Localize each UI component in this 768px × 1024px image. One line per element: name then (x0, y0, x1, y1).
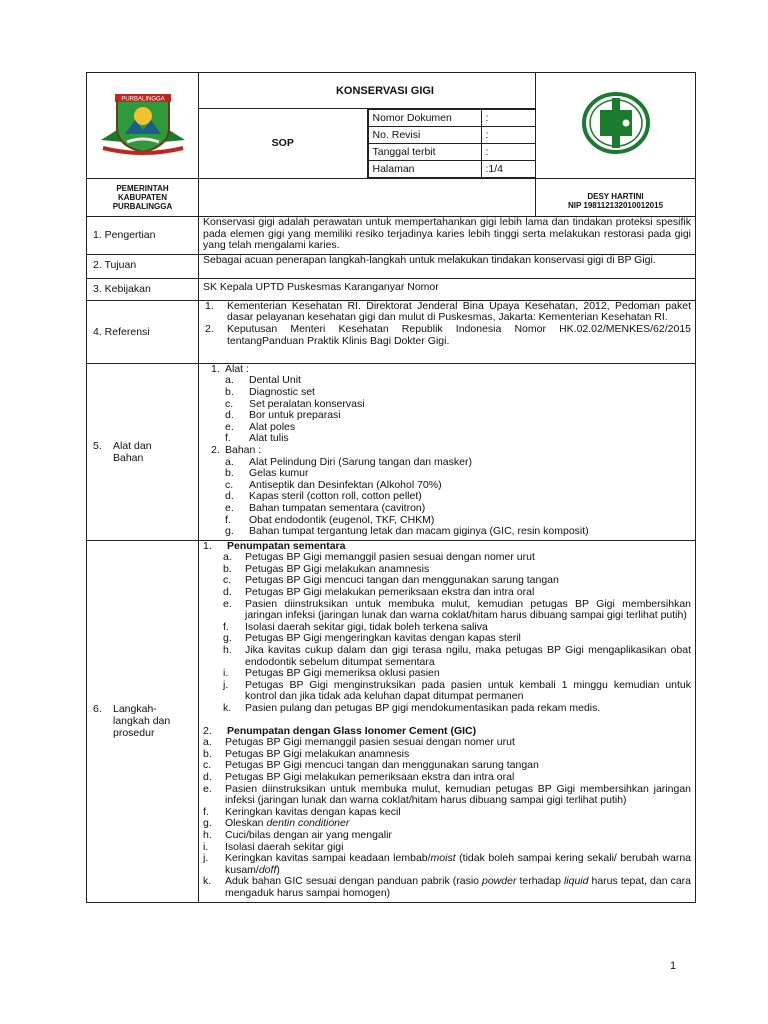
step-letter: k. (223, 702, 232, 714)
step-letter: d. (223, 586, 232, 599)
alat-bahan-title: Alat dan Bahan (113, 439, 152, 464)
item-number: 1. (205, 299, 214, 312)
step-text (245, 680, 691, 703)
meta-value: : (481, 109, 535, 126)
item-text: Keputusan Menteri Kesehatan Republik Indonesia Nomor HK.02.02/MENKES/62/2015 tentangPanduan Praktik Klinis Bagi Dokter Gigi. (227, 322, 691, 347)
pengertian-text: Konservasi gigi adalah perawatan untuk mempertahankan gigi lebih lama dan tindakan proteksi spesifik pada elemen gigi yang memiliki resiko terjadinya karies lebih tinggi serta melakukan restorasi pada gigi yang telah mengalami karies. (199, 217, 696, 255)
step-text-part: Petugas BP Gigi melakukan pemeriksaan ekstra dan intra oral (245, 586, 535, 599)
step-text-part: Petugas BP Gigi memanggil pasien sesuai dengan nomer urut (225, 736, 515, 749)
step-text-part: Petugas BP Gigi mencuci tangan dan menggunakan sarung tangan (245, 574, 559, 587)
meta-row (368, 160, 535, 177)
step-letter: c. (203, 759, 212, 772)
procedure-number: 2. (203, 724, 212, 737)
step-text-part: Pasien diinstruksikan untuk membuka mulut, kemudian petugas BP Gigi membersihkan jaringan infeksi (jaringan lunak dan warna coklat/hitam harus dibuang sampai gigi terlihat putih) (225, 782, 691, 807)
step-text-part: Jika kavitas cukup dalam dan gigi terasa ngilu, maka petugas BP Gigi mengaplikasikan obat endodontik sebelum ditumpat sementara (245, 644, 691, 668)
tujuan-text: Sebagai acuan penerapan langkah-langkah untuk melakukan tindakan konservasi gigi di BP Gigi. (199, 254, 696, 278)
step-text-part: Isolasi daerah sekitar gigi (225, 840, 344, 853)
procedure-title: Penumpatan dengan Glass Ionomer Cement (GIC) (227, 724, 477, 737)
step-text-italic: doff (258, 863, 277, 876)
procedure-step (203, 680, 691, 703)
procedure-step (203, 784, 691, 807)
puskesmas-logo-icon (580, 90, 652, 156)
step-text-part: Isolasi daerah sekitar gigi, tidak boleh terkena saliva (245, 620, 488, 633)
step-letter: a. (223, 551, 232, 564)
step-text-part: Petugas BP Gigi mencuci tangan dan menggunakan sarung tangan (225, 759, 539, 772)
sop-document (86, 72, 695, 903)
signer-block (536, 179, 696, 217)
step-text-part: (tidak boleh sampai kering sekali/ berubah warna kusam/ (225, 852, 691, 876)
step-letter: a. (203, 736, 212, 749)
org-line-2: KABUPATEN (117, 193, 168, 202)
meta-row (368, 143, 535, 160)
alat-bahan-number: 5. (93, 439, 102, 452)
step-text-part: harus tepat, dan cara mengaduk harus sampai homogen) (225, 875, 691, 899)
organization-name (87, 179, 199, 217)
meta-label: Nomor Dokumen (368, 109, 481, 126)
item-text: Dental Unit (249, 374, 301, 387)
group-title: Bahan : (225, 443, 262, 456)
step-text-part: Petugas BP Gigi mengeringkan kavitas dengan kapas steril (245, 632, 521, 645)
step-letter: b. (203, 747, 212, 760)
step-text-part: terhadap (516, 875, 564, 888)
item-letter: e. (225, 420, 234, 433)
alat-bahan-label (87, 363, 199, 540)
document-title: KONSERVASI GIGI (199, 74, 535, 109)
logo-text: PURBALINGGA (120, 96, 165, 103)
item-letter: d. (225, 409, 234, 422)
group-number: 1. (211, 362, 220, 375)
tujuan-label: 2. Tujuan (87, 254, 199, 278)
meta-value: : (481, 126, 535, 143)
item-text: Kapas steril (cotton roll, cotton pellet) (249, 490, 422, 503)
referensi-label: 4. Referensi (87, 300, 199, 363)
step-text (245, 703, 691, 715)
sop-label: SOP (199, 108, 367, 178)
org-line-1: PEMERINTAH (116, 184, 169, 193)
item-letter: d. (225, 490, 234, 503)
alat-bahan-list (199, 363, 696, 540)
procedure-title: Penumpatan sementara (227, 539, 346, 552)
signer-name: DESY HARTINI (587, 191, 644, 201)
item-text: Bor untuk preparasi (249, 409, 341, 422)
list-item (203, 387, 691, 399)
step-text-part: Petugas BP Gigi memanggil pasien sesuai dengan nomer urut (245, 551, 535, 564)
step-text (225, 784, 691, 807)
item-text: Kementerian Kesehatan RI. Direktorat Jenderal Bina Upaya Kesehatan, 2012, Pedoman paket dasar pelayanan kesehatan gigi dan mulut di Puskesmas, Jakarta: Kementerian Kesehatan RI. (227, 299, 691, 324)
step-letter: h. (203, 828, 212, 841)
step-text (245, 599, 691, 622)
signer-nip: NIP 198112132010012015 (567, 200, 664, 210)
langkah-list (199, 540, 696, 902)
meta-label: No. Revisi (368, 126, 481, 143)
step-letter: b. (223, 562, 232, 575)
item-letter: b. (225, 385, 234, 398)
item-text: Diagnostic set (249, 385, 315, 398)
step-letter: g. (203, 817, 212, 830)
step-text-italic: moist (430, 852, 456, 865)
item-letter: a. (225, 374, 234, 387)
item-text: Alat tulis (249, 432, 289, 445)
step-letter: i. (203, 840, 209, 853)
step-text-part: Aduk bahan GIC sesuai dengan panduan pabrik (rasio (225, 875, 482, 888)
item-text: Gelas kumur (249, 467, 309, 480)
kebijakan-text: SK Kepala UPTD Puskesmas Karanganyar Nomor (199, 278, 696, 300)
list-item (203, 468, 691, 480)
item-text: Bahan tumpatan sementara (cavitron) (249, 501, 426, 514)
item-text: Antiseptik dan Desinfektan (Alkohol 70%) (249, 478, 442, 491)
item-text: Alat poles (249, 420, 296, 433)
item-text: Alat Pelindung Diri (Sarung tangan dan masker) (249, 455, 472, 468)
step-text-italic: dentin conditioner (266, 817, 350, 830)
step-letter: j. (203, 852, 209, 865)
puskesmas-logo-cell (536, 73, 696, 179)
meta-label: Tanggal terbit (368, 143, 481, 160)
meta-row (368, 109, 535, 126)
step-text-part: Petugas BP Gigi menginstruksikan pada pasien untuk kembali 1 minggu kemudian untuk kontrol dan jika tidak ada keluhan dapat ditumpat permanen (245, 678, 691, 703)
item-letter: g. (225, 525, 234, 538)
item-letter: a. (225, 455, 234, 468)
step-letter: c. (223, 574, 232, 587)
langkah-number: 6. (93, 703, 102, 716)
step-text-italic: liquid (563, 875, 589, 888)
step-text-part: Pasien pulang dan petugas BP gigi mendokumentasikan pada rekam medis. (245, 702, 601, 714)
step-text-part: Petugas BP Gigi melakukan pemeriksaan ekstra dan intra oral (225, 770, 515, 783)
step-letter: g. (223, 632, 232, 645)
meta-value: :1/4 (481, 160, 535, 177)
step-letter: h. (223, 644, 232, 657)
meta-row (368, 126, 535, 143)
regency-logo-cell (87, 73, 199, 179)
step-letter: d. (203, 770, 212, 783)
step-text-part: Cuci/bilas dengan air yang mengalir (225, 828, 392, 841)
regency-crest-icon (97, 90, 189, 156)
langkah-label (87, 540, 199, 902)
step-letter: e. (203, 782, 212, 795)
group-heading (203, 445, 691, 457)
title-block (199, 73, 536, 179)
step-letter: f. (203, 805, 209, 818)
item-letter: c. (225, 397, 234, 410)
step-letter: k. (203, 875, 212, 888)
step-text-italic: powder (482, 875, 517, 888)
step-letter: i. (223, 667, 229, 680)
step-text-part: Petugas BP Gigi melakukan anamnesis (245, 562, 430, 575)
item-text: Bahan tumpat tergantung letak dan macam giginya (GIC, resin komposit) (249, 525, 589, 538)
procedure-step (203, 599, 691, 622)
document-meta-table (368, 109, 536, 178)
procedure-step (203, 876, 691, 899)
item-number: 2. (205, 322, 214, 335)
step-text-part: Pasien diinstruksikan untuk membuka mulut, kemudian petugas BP Gigi membersihkan jaringan infeksi (jaringan lunak dan warna coklat/hitam harus dibuang sampai gigi terlihat putih) (245, 597, 691, 622)
list-item (203, 410, 691, 422)
pengertian-label: 1. Pengertian (87, 217, 199, 255)
procedure-step (203, 703, 691, 715)
kebijakan-label: 3. Kebijakan (87, 278, 199, 300)
meta-label: Halaman (368, 160, 481, 177)
referensi-list (199, 300, 696, 363)
step-text-part: Petugas BP Gigi memeriksa oklusi pasien (245, 667, 440, 680)
step-text-part: Oleskan (225, 817, 267, 830)
item-letter: b. (225, 467, 234, 480)
item-letter: c. (225, 478, 234, 491)
item-letter: f. (225, 513, 231, 526)
item-text: Set peralatan konservasi (249, 397, 365, 410)
item-letter: e. (225, 501, 234, 514)
procedure-step (203, 645, 691, 668)
list-item (203, 433, 691, 445)
referensi-item (203, 324, 691, 347)
procedure-step (203, 853, 691, 876)
list-item (203, 526, 691, 538)
page-number: 1 (670, 960, 677, 972)
meta-value: : (481, 143, 535, 160)
step-text-part: ) (276, 863, 280, 876)
group-title: Alat : (225, 362, 249, 375)
step-letter: e. (223, 597, 232, 610)
referensi-item (203, 301, 691, 324)
step-text-part: Keringkan kavitas dengan kapas kecil (225, 805, 401, 818)
step-text (225, 876, 691, 899)
step-letter: f. (223, 620, 229, 633)
group-number: 2. (211, 443, 220, 456)
step-text (225, 853, 691, 876)
langkah-title: Langkah-langkah dan prosedur (113, 703, 171, 740)
procedure-number: 1. (203, 539, 212, 552)
list-item (203, 503, 691, 515)
org-line-3: PURBALINGGA (112, 202, 173, 211)
step-text (245, 645, 691, 668)
step-text-part: Petugas BP Gigi melakukan anamnesis (225, 747, 410, 760)
step-text-part: Keringkan kavitas sampai keadaan lembab/ (225, 852, 431, 865)
item-text: Obat endodontik (eugenol, TKF, CHKM) (249, 513, 435, 526)
blank-cell (199, 179, 536, 217)
step-letter: j. (223, 678, 229, 691)
item-letter: f. (225, 432, 231, 445)
